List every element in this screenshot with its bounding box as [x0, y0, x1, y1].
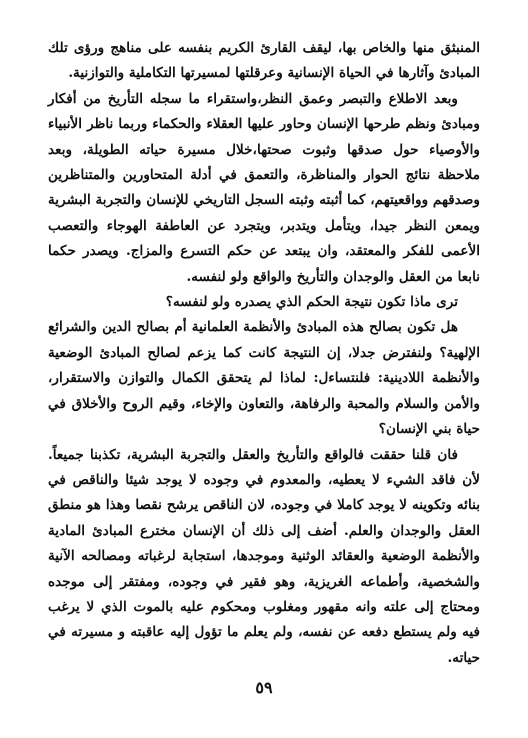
paragraph-5: فان قلنا حققت فالواقع والتأريخ والعقل والتجربة البشرية، تكذبنا جميعاً. لأن فاقد الشيء لا يعطيه، والمعدوم في وجوده لا يوجد شيئا والناقص في بنائه وتكوينه لا يوجد كاملا في وجوده، لان الناقص يرشح نقصا وهذا هو منطق العقل والوجدان والعلم. أضف إلى ذلك أن الإنسان مخترع المبادئ المادية والأنظمة الوضعية والعقائد الوثنية وموجدها، استجابة لرغباته ومصالحه الآنية والشخصية، وأطماعه الغريزية، وهو فقير في وجوده، ومفتقر إلى موجده ومحتاج إلى علته وانه مقهور ومغلوب ومحكوم عليه بالموت الذي لا يرغب فيه ولم يستطع دفعه عن نفسه، ولم يعلم ما تؤول إليه عاقبته و مسيرته في حياته. [48, 446, 480, 666]
paragraph-3: ترى ماذا تكون نتيجة الحكم الذي يصدره ولو لنفسه؟ [165, 294, 458, 311]
paragraph-1: المنبثق منها والخاص بها، ليقف القارئ الكريم بنفسه على مناهج ورؤى تلك المبادئ وآثارها في الحياة الإنسانية وعرقلتها لمسيرتها التكاملية والتوازنية. [48, 40, 480, 82]
paragraph-4: هل تكون بصالح هذه المبادئ والأنظمة العلمانية أم بصالح الدين والشرائع الإلهية؟ ولنفترض جدلا، إن النتيجة كانت كما يزعم لصالح المبادئ الوضعية والأنظمة اللادينية: فلنتساءل: لماذا لم يتحقق الكمال والتوازن والاستقرار، والأمن والسلام والمحبة والرفاهة، والتعاون والإخاء، وقيم الروح والأخلاق في حياة بني الإنسان؟ [48, 319, 480, 438]
page-number: ٥٩ [255, 678, 273, 697]
paragraph-2: وبعد الاطلاع والتبصر وعمق النظر،واستقراء ما سجله التأريخ من أفكار ومبادئ ونظم طرحها الإنسان وحاور عليها العقلاء والحكماء وربما ناظر الأنبياء والأوصياء حول صدقها وثبوت صحتها،خلال مسيرة حياته الطويلة، وبعد ملاحظة نتائج الحوار والمناظرة، والتعمق في أدلة المتحاورين والمتناظرين وصدقهم وواقعيتهم، كما أثبته وثبته السجل التاريخي للإنسان والتجربة البشرية ويمعن النظر جيدا، ويتأمل ويتدبر، ويتجرد عن العاطفة الهوجاء والتعصب الأعمى للفكر والمعتقد، وان يبتعد عن حكم التسرع والمزاج. ويصدر حكما نابعا من العقل والوجدان والتأريخ والواقع ولو لنفسه. [48, 90, 480, 285]
body-text [48, 36, 480, 671]
